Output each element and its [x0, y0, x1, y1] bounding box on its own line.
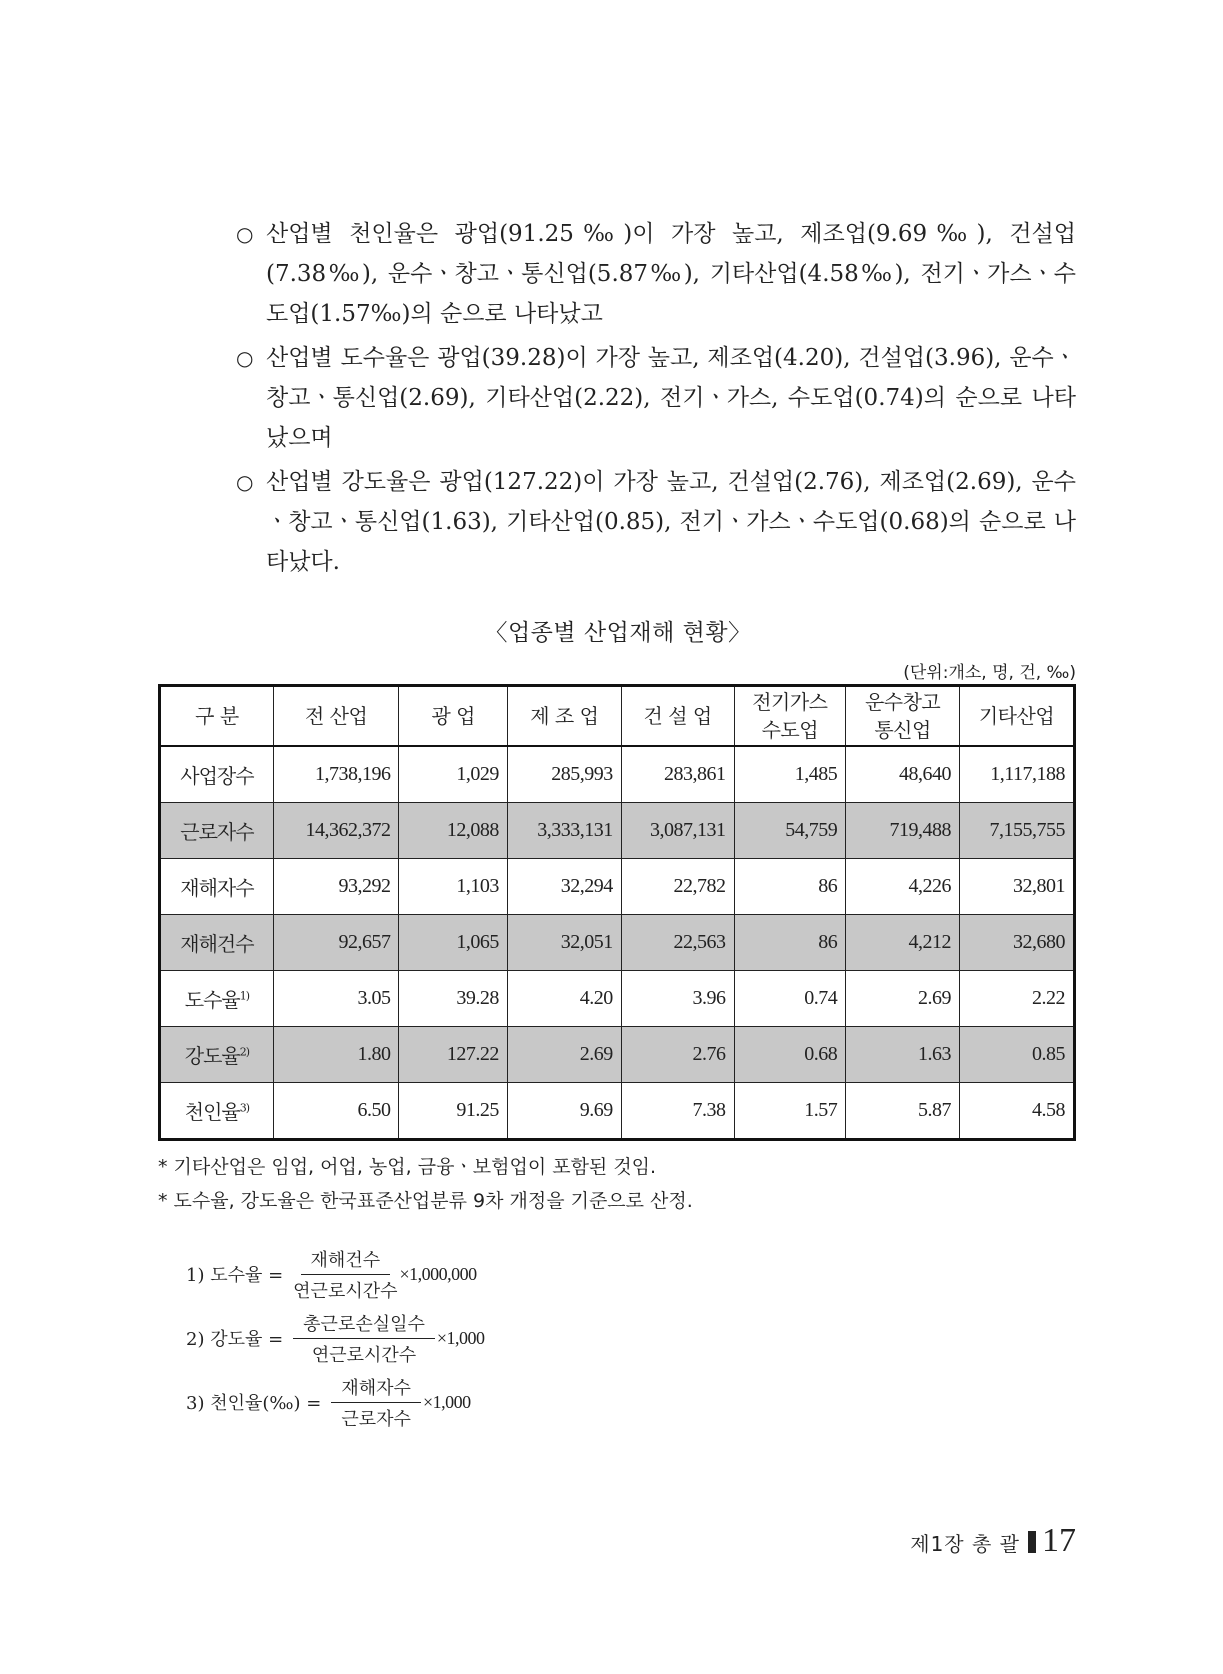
table-cell: 3,333,131: [507, 803, 621, 859]
formula-label: 3) 천인율(‰) =: [186, 1393, 322, 1414]
table-cell: 1,103: [399, 859, 507, 915]
header-text: 기타산업: [978, 704, 1055, 728]
denominator: 연근로시간수: [293, 1280, 398, 1302]
table-cell: 32,680: [960, 915, 1075, 971]
row-label: [160, 1027, 274, 1083]
header-category: [160, 686, 274, 747]
bullet-item: [236, 462, 1076, 582]
footnote-ref: 1): [239, 989, 250, 1003]
table-cell: 54,759: [734, 803, 846, 859]
table-cell: 2.69: [507, 1027, 621, 1083]
header-utilities: [734, 686, 846, 747]
table-cell: 1.80: [273, 1027, 399, 1083]
table-cell: 127.22: [399, 1027, 507, 1083]
footer-bar-icon: [1028, 1531, 1036, 1553]
table-cell: 86: [734, 859, 846, 915]
table-notes: [158, 1150, 693, 1218]
formula-frequency-rate: [186, 1242, 485, 1306]
row-label: [160, 859, 274, 915]
row-label: [160, 915, 274, 971]
formula-label: 1) 도수율 =: [186, 1265, 284, 1286]
header-text: 통신업: [874, 718, 931, 742]
table-header-row: [160, 686, 1075, 747]
table-cell: 5.87: [846, 1083, 960, 1140]
table-cell: 9.69: [507, 1083, 621, 1140]
header-text: 광 업: [431, 704, 475, 728]
table-cell: 719,488: [846, 803, 960, 859]
table-cell: 0.85: [960, 1027, 1075, 1083]
table-body: [160, 746, 1075, 1140]
row-label-text: 근로자수: [180, 820, 254, 844]
row-label-text: 재해건수: [180, 932, 254, 956]
row-label: [160, 746, 274, 803]
header-text: 전기가스: [752, 690, 828, 714]
formula-list: [186, 1242, 485, 1434]
row-label-text: 강도율: [184, 1044, 240, 1068]
bullet-text: 산업별 강도율은 광업(127.22)이 가장 높고, 건설업(2.76), 제조업(2.69), 운수ㆍ창고ㆍ통신업(1.63), 기타산업(0.85), 전기ㆍ가스ㆍ수도업(0.68)의 순으로 나타났다.: [266, 469, 1076, 575]
row-label: [160, 1083, 274, 1140]
denominator: 근로자수: [341, 1408, 411, 1430]
header-text: 전 산업: [304, 704, 368, 728]
header-text: 수도업: [761, 718, 819, 742]
multiplier: ×1,000: [436, 1327, 485, 1348]
table-cell: 4.58: [960, 1083, 1075, 1140]
table-cell: 1.63: [846, 1027, 960, 1083]
header-text: 운수창고: [864, 690, 941, 714]
table-cell: 7,155,755: [960, 803, 1075, 859]
table-cell: 32,294: [507, 859, 621, 915]
note-line: * 도수율, 강도율은 한국표준산업분류 9차 개정을 기준으로 산정.: [158, 1190, 693, 1212]
table-cell: 4.20: [507, 971, 621, 1027]
table-cell: 91.25: [399, 1083, 507, 1140]
numerator: 재해자수: [331, 1374, 421, 1403]
bullet-text: 산업별 도수율은 광업(39.28)이 가장 높고, 제조업(4.20), 건설업(3.96), 운수ㆍ창고ㆍ통신업(2.69), 기타산업(2.22), 전기ㆍ가스, 수도업(0.74)의 순으로 나타났으며: [266, 345, 1076, 451]
header-transport: [846, 686, 960, 747]
header-text: 건 설 업: [643, 704, 712, 728]
row-label-text: 천인율: [184, 1100, 240, 1124]
fraction: [293, 1310, 435, 1367]
table-row: [160, 1027, 1075, 1083]
multiplier: ×1,000: [422, 1391, 471, 1412]
header-other: [960, 686, 1075, 747]
table-cell: 32,051: [507, 915, 621, 971]
bullet-text: 산업별 천인율은 광업(91.25‰)이 가장 높고, 제조업(9.69‰), 건설업(7.38‰), 운수ㆍ창고ㆍ통신업(5.87‰), 기타산업(4.58‰), 전기ㆍ가스ㆍ수도업(1.57‰)의 순으로 나타났고: [266, 221, 1076, 327]
bullet-circle-icon: ○: [236, 470, 254, 494]
table-cell: 0.74: [734, 971, 846, 1027]
fraction: [331, 1374, 421, 1431]
table-cell: 4,226: [846, 859, 960, 915]
footnote-ref: 3): [239, 1101, 250, 1115]
table-cell: 3.96: [621, 971, 734, 1027]
table-cell: 3,087,131: [621, 803, 734, 859]
row-label: [160, 803, 274, 859]
table-cell: 283,861: [621, 746, 734, 803]
row-label: [160, 971, 274, 1027]
row-label-text: 도수율: [184, 988, 240, 1012]
table-cell: 7.38: [621, 1083, 734, 1140]
page-number: 17: [1042, 1522, 1076, 1559]
table-cell: 48,640: [846, 746, 960, 803]
bullet-circle-icon: ○: [236, 222, 254, 246]
table-row: [160, 859, 1075, 915]
fraction: [293, 1246, 397, 1303]
page-footer: [910, 1522, 1076, 1560]
table-cell: 22,782: [621, 859, 734, 915]
table-title: 〈업종별 산업재해 현황〉: [484, 620, 752, 646]
table-cell: 1.57: [734, 1083, 846, 1140]
header-all-industry: [273, 686, 399, 747]
bullet-list: [236, 214, 1076, 586]
note-line: * 기타산업은 임업, 어업, 농업, 금융ㆍ보험업이 포함된 것임.: [158, 1156, 657, 1178]
denominator: 연근로시간수: [311, 1344, 417, 1366]
table-cell: 32,801: [960, 859, 1075, 915]
header-mining: [399, 686, 507, 747]
table-cell: 39.28: [399, 971, 507, 1027]
table-cell: 1,029: [399, 746, 507, 803]
header-construction: [621, 686, 734, 747]
table-cell: 2.76: [621, 1027, 734, 1083]
multiplier: ×1,000,000: [399, 1263, 477, 1284]
industry-accident-table: [158, 684, 1076, 1141]
table-cell: 1,738,196: [273, 746, 399, 803]
table-cell: 1,485: [734, 746, 846, 803]
table-cell: 285,993: [507, 746, 621, 803]
table-cell: 4,212: [846, 915, 960, 971]
table-row: [160, 746, 1075, 803]
table-row: [160, 915, 1075, 971]
table-row: [160, 803, 1075, 859]
table-row: [160, 971, 1075, 1027]
formula-per-thousand-rate: [186, 1370, 485, 1434]
chapter-title: 제1장 총 괄: [910, 1532, 1020, 1556]
table-cell: 86: [734, 915, 846, 971]
table-cell: 2.69: [846, 971, 960, 1027]
table-cell: 1,065: [399, 915, 507, 971]
table-cell: 12,088: [399, 803, 507, 859]
table-cell: 2.22: [960, 971, 1075, 1027]
table-cell: 3.05: [273, 971, 399, 1027]
row-label-text: 재해자수: [180, 876, 254, 900]
footnote-ref: 2): [239, 1045, 250, 1059]
row-label-text: 사업장수: [180, 764, 254, 788]
header-text: 구 분: [195, 704, 239, 728]
formula-severity-rate: [186, 1306, 485, 1370]
table-cell: 6.50: [273, 1083, 399, 1140]
header-text: 제 조 업: [530, 704, 599, 728]
numerator: 총근로손실일수: [293, 1310, 435, 1339]
table-cell: 1,117,188: [960, 746, 1075, 803]
table-cell: 93,292: [273, 859, 399, 915]
numerator: 재해건수: [301, 1246, 391, 1275]
bullet-item: [236, 338, 1076, 458]
table-row: [160, 1083, 1075, 1140]
table-cell: 22,563: [621, 915, 734, 971]
header-manufacturing: [507, 686, 621, 747]
table-cell: 0.68: [734, 1027, 846, 1083]
bullet-item: [236, 214, 1076, 334]
formula-label: 2) 강도율 =: [186, 1329, 284, 1350]
table-unit: (단위:개소, 명, 건, ‰): [903, 663, 1076, 683]
bullet-circle-icon: ○: [236, 346, 254, 370]
table-cell: 92,657: [273, 915, 399, 971]
table-cell: 14,362,372: [273, 803, 399, 859]
